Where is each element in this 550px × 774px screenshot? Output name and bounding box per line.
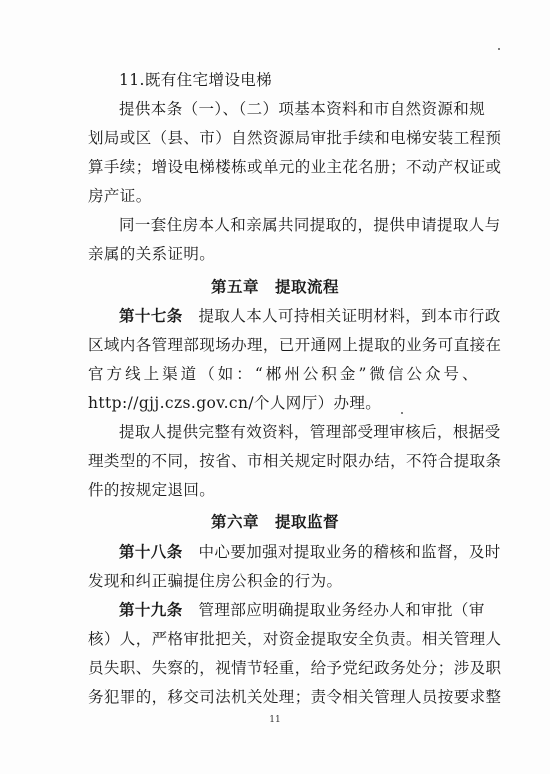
paragraph-line — [88, 596, 485, 625]
paragraph-line: http://gjj.czs.gov.cn/个人网厅）办理。 — [88, 394, 382, 412]
page-number: 11 — [269, 715, 281, 725]
paragraph-line: 同一套住房本人和亲属共同提取的，提供申请提取人与 — [119, 216, 501, 234]
article-label: 第十九条 — [119, 601, 183, 619]
paragraph-line: 提供本条（一）、（二）项基本资料和市自然资源和规 — [119, 100, 486, 118]
paragraph-line: 房产证。 — [88, 187, 152, 205]
article-text: 提取人本人可持相关证明材料，到本市行政 — [198, 307, 501, 325]
paragraph-line — [88, 302, 501, 331]
scan-speck — [498, 48, 500, 50]
paragraph-line: 核）人，严格审批把关，对资金提取安全负责。相关管理人 — [88, 630, 502, 648]
article-18 — [88, 538, 501, 596]
paragraph-line: 算手续；增设电梯楼栋或单元的业主花名册；不动产权证或 — [88, 158, 502, 176]
article-label: 第十八条 — [119, 543, 183, 561]
paragraph-line: 员失职、失察的，视情节轻重，给予党纪政务处分；涉及职 — [88, 659, 502, 677]
article-label: 第十七条 — [119, 307, 183, 325]
paragraph-line: 划局或区（县、市）自然资源局审批手续和电梯安装工程预 — [88, 129, 502, 147]
paragraph-line: 理类型的不同，按省、市相关规定时限办结，不符合提取条 — [88, 452, 502, 470]
paragraph-line: 区域内各管理部现场办理，已开通网上提取的业务可直接在 — [88, 336, 502, 354]
section-title: 11.既有住宅增设电梯 — [119, 71, 273, 89]
paragraph-line: 亲属的关系证明。 — [88, 245, 216, 263]
paragraph-line: 发现和纠正骗提住房公积金的行为。 — [88, 572, 343, 590]
article-19 — [88, 596, 502, 712]
chapter-heading: 第六章 提取监督 — [210, 513, 339, 531]
paragraph-line — [88, 538, 501, 567]
chapter-heading: 第五章 提取流程 — [210, 278, 339, 296]
article-text: 中心要加强对提取业务的稽核和监督，及时 — [198, 543, 501, 561]
section-11 — [88, 66, 502, 269]
paragraph-line: 提取人提供完整有效资料，管理部受理审核后，根据受 — [119, 423, 501, 441]
paragraph-line: 务犯罪的，移交司法机关处理；责令相关管理人员按要求整 — [88, 688, 502, 706]
paragraph-line: 件的按规定退回。 — [88, 481, 216, 499]
article-text: 管理部应明确提取业务经办人和审批（审 — [198, 601, 485, 619]
article-17 — [88, 302, 502, 505]
paragraph-line: 官方线上渠道（如：“郴州公积金”微信公众号、 — [88, 365, 478, 383]
